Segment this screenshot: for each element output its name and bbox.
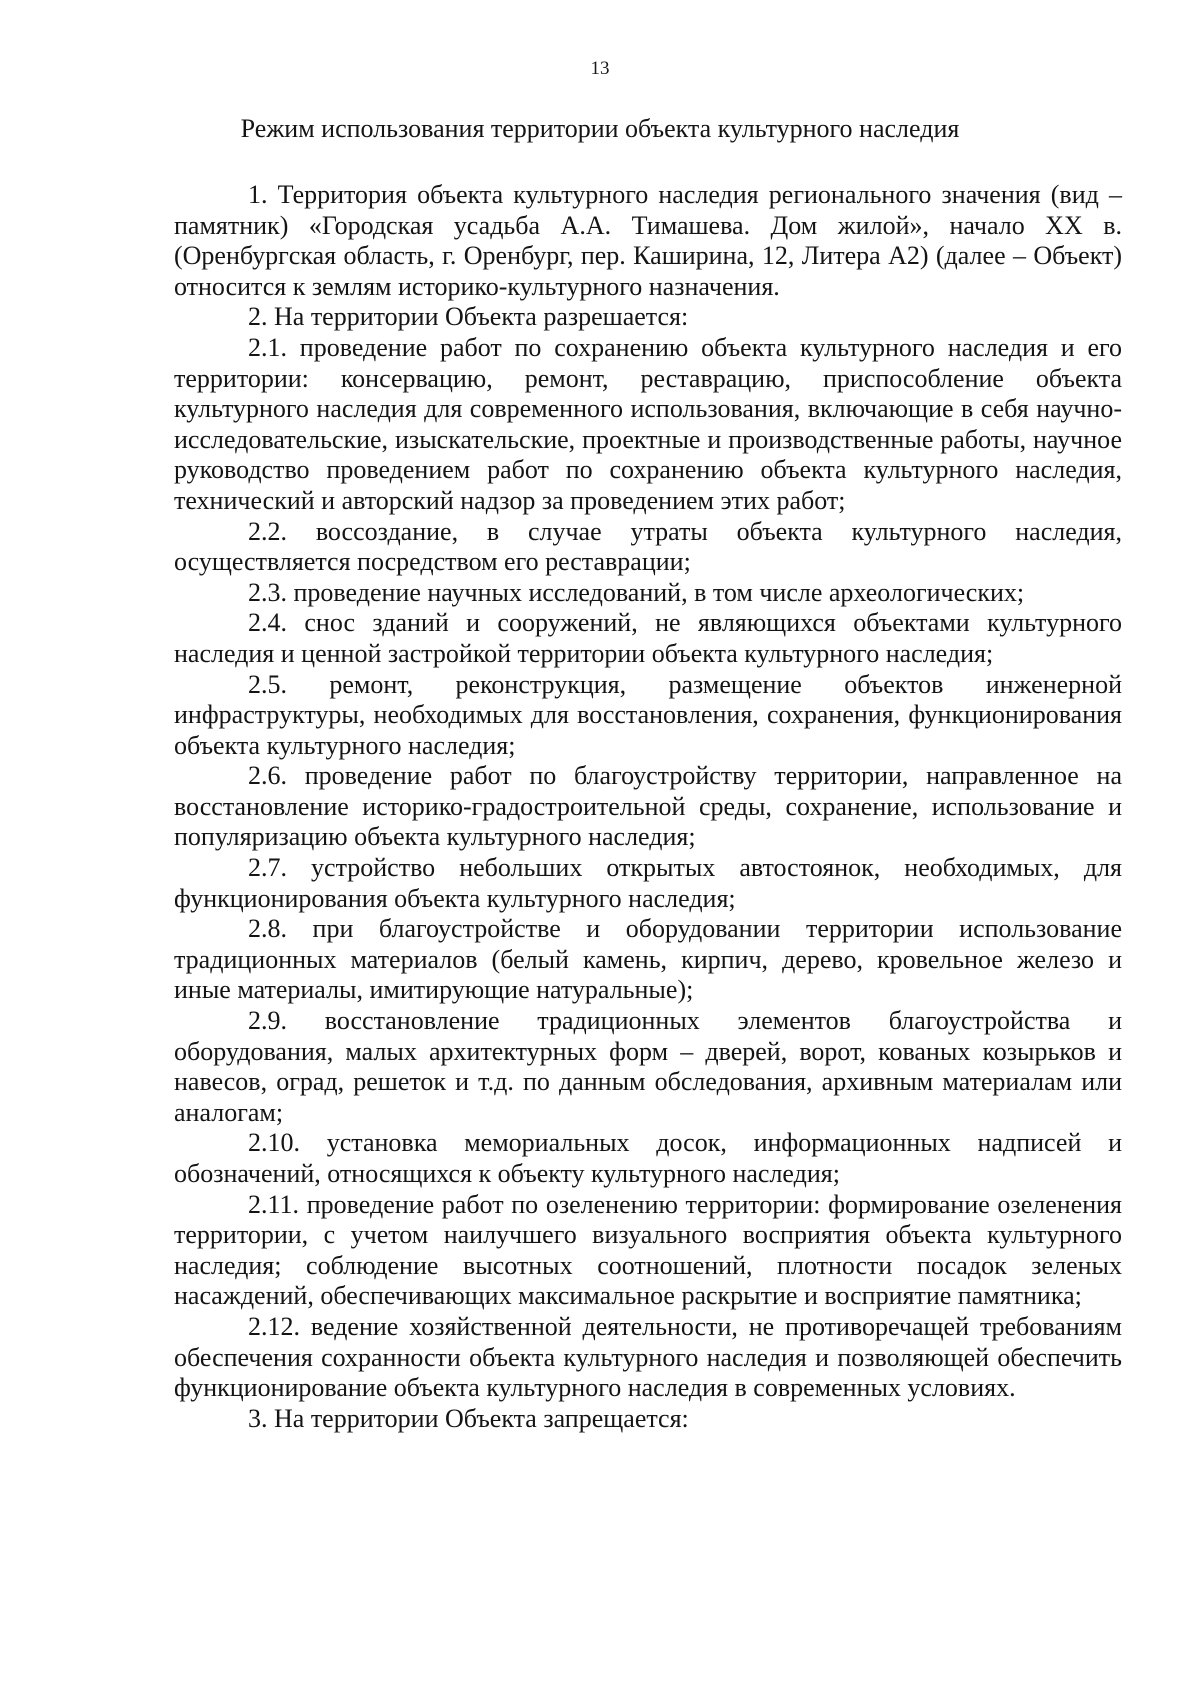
paragraph-2-1: [174, 333, 1122, 517]
paragraph-text: проведение работ по сохранению объекта культурного наследия и его территории: консервацию, ремонт, реставрацию, приспособление объекта культурного наследия для современного использования, включающие в себя научно-исследовательские, изыскательские, проектные и производственные работы, научное руководство проведением работ по сохранению объекта культурного наследия, технический и авторский надзор за проведением этих работ;: [174, 332, 1122, 515]
page-number: 13: [590, 58, 610, 79]
paragraph-text: установка мемориальных досок, информационных надписей и обозначений, относящихся к объекту культурного наследия;: [174, 1128, 1123, 1188]
paragraph-3: [174, 1404, 1122, 1435]
paragraph-number: 2.6.: [248, 761, 287, 791]
paragraph-number: 2.7.: [248, 853, 287, 883]
paragraph-text: при благоустройстве и оборудовании территории использование традиционных материалов (белый камень, кирпич, дерево, кровельное железо и иные материалы, имитирующие натуральные);: [174, 914, 1122, 1005]
paragraph-1: [174, 180, 1122, 302]
paragraph-text: ремонт, реконструкция, размещение объектов инженерной инфраструктуры, необходимых для восстановления, сохранения, функционирования объекта культурного наследия;: [174, 669, 1122, 760]
paragraph-2-11: [174, 1190, 1122, 1312]
paragraph-2-2: [174, 517, 1122, 578]
paragraph-number: 2.9.: [248, 1006, 287, 1036]
paragraph-2-6: [174, 761, 1122, 853]
paragraph-text: восстановление традиционных элементов благоустройства и оборудования, малых архитектурных форм – дверей, ворот, кованых козырьков и навесов, оград, решеток и т.д. по данным обследования, архивным материалам или аналогам;: [174, 1006, 1123, 1127]
paragraph-text: проведение работ по озеленению территории: формирование озеленения территории, с учетом наилучшего визуального восприятия объекта культурного наследия; соблюдение высотных соотношений, плотности посадок зеленых насаждений, обеспечивающих максимальное раскрытие и восприятие памятника;: [174, 1189, 1123, 1311]
paragraph-number: 2.11.: [248, 1189, 300, 1219]
paragraph-text: проведение научных исследований, в том числе археологических;: [293, 577, 1025, 607]
paragraph-2-7: [174, 853, 1122, 914]
paragraph-text: На территории Объекта разрешается:: [274, 302, 689, 332]
paragraph-number: 2.12.: [248, 1311, 300, 1341]
paragraph-number: 2.3.: [248, 577, 287, 607]
paragraph-number: 2.2.: [248, 516, 287, 546]
paragraph-number: 2.4.: [248, 608, 287, 638]
paragraph-number: 1.: [248, 180, 268, 209]
paragraph-text: Территория объекта культурного наследия регионального значения (вид – памятник) «Городская усадьба А.А. Тимашева. Дом жилой», начало XX в. (Оренбургская область, г. Оренбург, пер. Каширина, 12, Литера А2) (далее – Объект) относится к землям историко-культурного назначения.: [174, 180, 1122, 301]
paragraph-2-12: [174, 1312, 1122, 1404]
paragraph-number: 3.: [248, 1403, 268, 1433]
paragraph-2-8: [174, 914, 1122, 1006]
paragraph-2-3: [174, 578, 1122, 609]
paragraph-number: 2.5.: [248, 669, 287, 699]
paragraph-number: 2.10.: [248, 1128, 300, 1158]
paragraph-text: воссоздание, в случае утраты объекта культурного наследия, осуществляется посредством его реставрации;: [174, 516, 1123, 577]
paragraph-text: устройство небольших открытых автостоянок, необходимых, для функционирования объекта культурного наследия;: [174, 853, 1123, 913]
paragraph-2-10: [174, 1128, 1122, 1189]
document-body: [174, 180, 1122, 1434]
paragraph-text: ведение хозяйственной деятельности, не противоречащей требованиям обеспечения сохранности объекта культурного наследия и позволяющей обеспечить функционирование объекта культурного наследия в современных условиях.: [174, 1311, 1123, 1403]
paragraph-2-9: [174, 1006, 1122, 1128]
paragraph-text: проведение работ по благоустройству территории, направленное на восстановление историко-градостроительной среды, сохранение, использование и популяризацию объекта культурного наследия;: [174, 761, 1123, 852]
paragraph-2-4: [174, 608, 1122, 669]
paragraph-text: снос зданий и сооружений, не являющихся объектами культурного наследия и ценной застройкой территории объекта культурного наследия;: [174, 608, 1122, 668]
paragraph-text: На территории Объекта запрещается:: [274, 1403, 689, 1433]
paragraph-number: 2.1.: [248, 332, 287, 362]
paragraph-2: [174, 302, 1122, 333]
document-title: Режим использования территории объекта культурного наследия: [240, 114, 960, 143]
paragraph-number: 2.8.: [248, 914, 287, 944]
paragraph-2-5: [174, 670, 1122, 762]
paragraph-number: 2.: [248, 302, 268, 332]
